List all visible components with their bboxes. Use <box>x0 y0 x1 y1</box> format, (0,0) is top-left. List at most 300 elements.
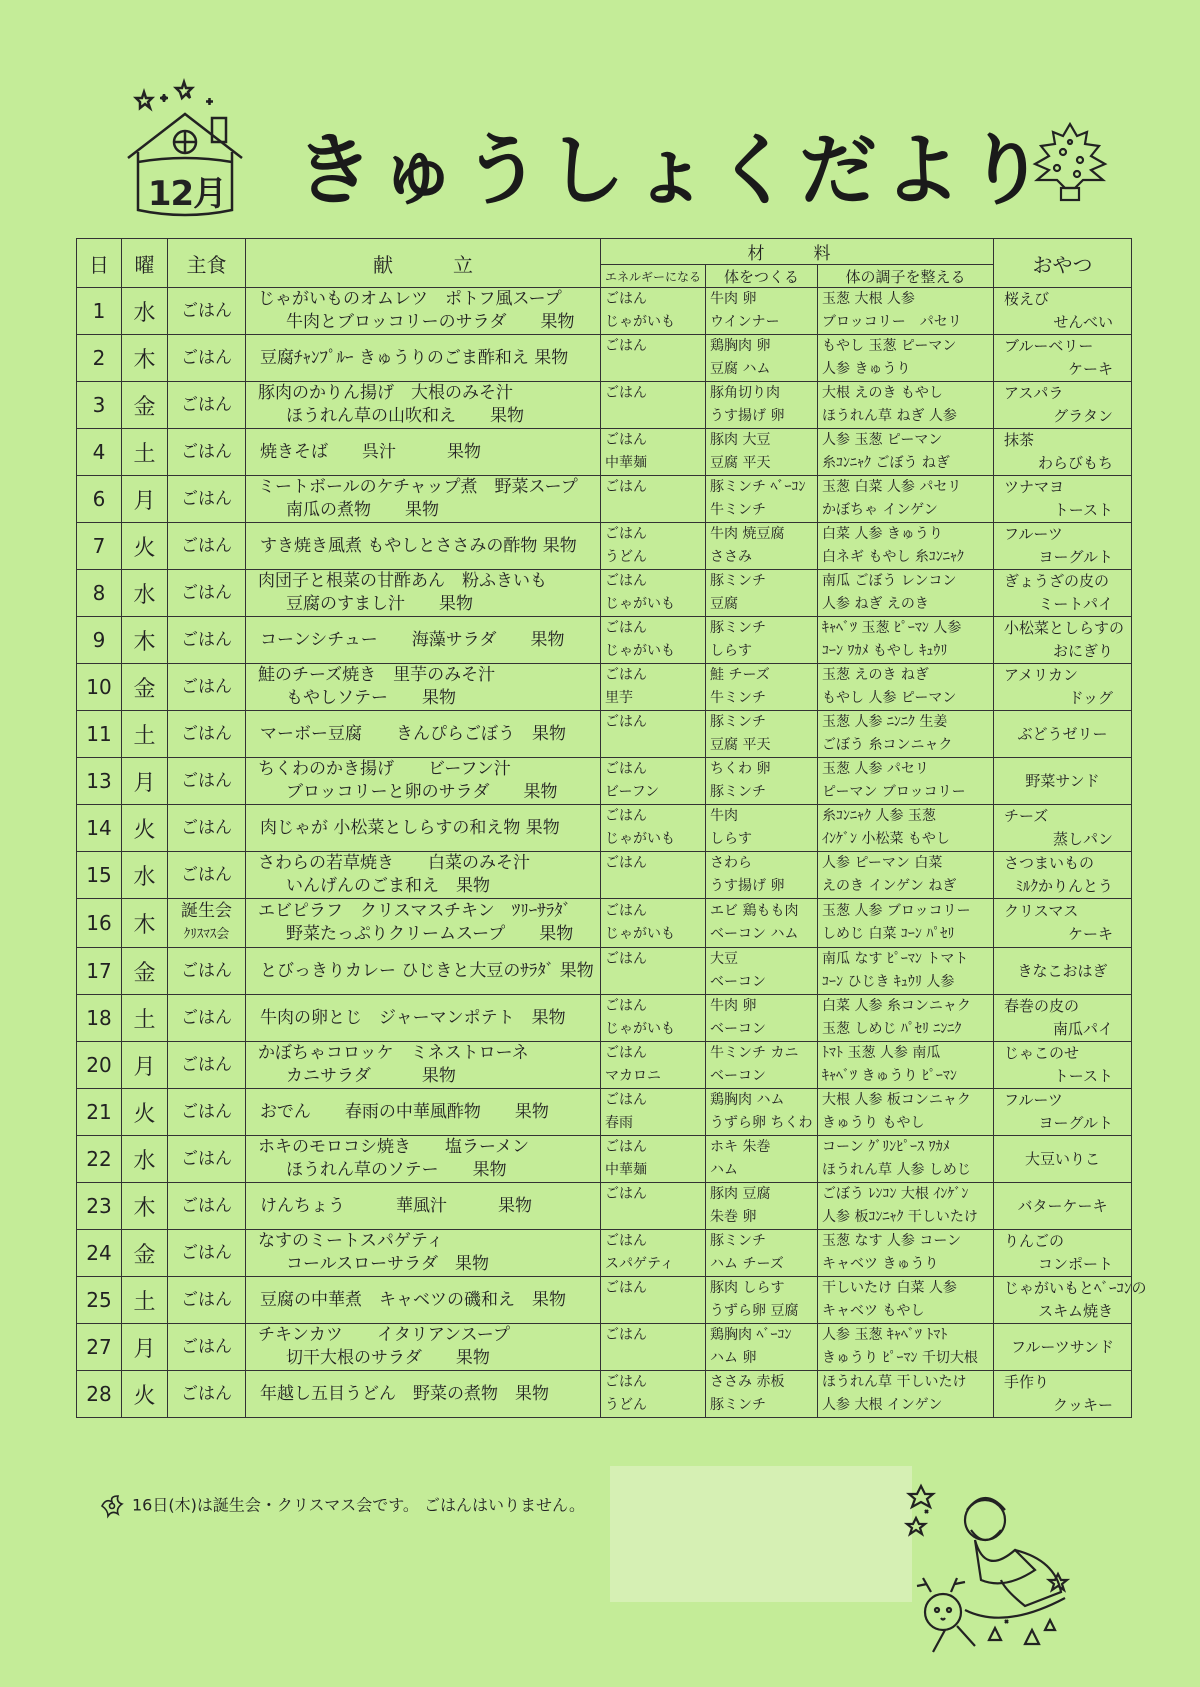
snack-cell <box>994 1183 1132 1230</box>
dishes-line: とびっきりカレー ひじきと大豆のｻﾗﾀﾞ 果物 <box>260 961 594 981</box>
condition-cell <box>818 995 994 1042</box>
weekday-cell: 月 <box>122 758 168 805</box>
condition-cell <box>818 1277 994 1324</box>
condition-line: 玉葱 なす 人参 コーン <box>822 1233 962 1249</box>
body-cell <box>706 335 818 382</box>
table-row <box>77 852 1132 899</box>
condition-cell <box>818 852 994 899</box>
body-cell <box>706 758 818 805</box>
body-line: さわら <box>710 855 752 871</box>
snack-line: トースト <box>1053 501 1114 519</box>
energy-line <box>601 971 705 994</box>
staple-line: ごはん <box>181 1008 232 1028</box>
dishes-line: かぼちゃコロッケ ミネストローネ <box>258 1043 529 1063</box>
col-dow: 曜 <box>122 239 168 288</box>
energy-line <box>601 358 705 381</box>
snack-line: スキム焼き <box>1038 1302 1114 1320</box>
dishes-line: 牛肉とブロッコリーのサラダ 果物 <box>286 312 575 332</box>
condition-cell <box>818 335 994 382</box>
staple-line: ごはん <box>181 395 232 415</box>
condition-line: 人参 ピーマン 白菜 <box>822 855 943 871</box>
day-cell: 11 <box>77 711 122 758</box>
dishes-line: いんげんのごま和え 果物 <box>286 876 490 896</box>
energy-line: ごはん <box>605 573 647 589</box>
staple-line: ごはん <box>181 1243 232 1263</box>
snack-cell <box>994 899 1132 948</box>
energy-cell <box>601 664 706 711</box>
condition-line: きゅうり ﾋﾟｰﾏﾝ 千切大根 <box>822 1350 978 1366</box>
snack-line: じゃがいもとﾍﾞｰｺﾝの <box>1004 1279 1147 1297</box>
energy-cell <box>601 617 706 664</box>
body-line: ささみ <box>710 549 752 565</box>
body-line: ベーコン <box>710 1021 766 1037</box>
body-line: 大豆 <box>710 951 738 967</box>
energy-line: ごはん <box>605 338 647 354</box>
menu-cell <box>246 1042 601 1089</box>
staple-line: ごはん <box>181 583 232 603</box>
day-cell: 9 <box>77 617 122 664</box>
body-line: しらす <box>710 831 752 847</box>
staple-line: ごはん <box>181 865 232 885</box>
energy-cell <box>601 995 706 1042</box>
dishes-line: ちくわのかき揚げ ビーフン汁 <box>258 759 511 779</box>
energy-cell <box>601 711 706 758</box>
staple-cell <box>168 1136 246 1183</box>
body-line: 豚ミンチ ﾍﾞｰｺﾝ <box>710 479 806 495</box>
snack-line: 野菜サンド <box>1025 772 1100 790</box>
energy-line: スパゲティ <box>605 1256 674 1272</box>
weekday-cell: 火 <box>122 523 168 570</box>
day-cell: 3 <box>77 382 122 429</box>
header <box>120 78 1120 228</box>
condition-line: ごぼう ﾚﾝｺﾝ 大根 ｲﾝｹﾞﾝ <box>822 1186 969 1202</box>
weekday-cell: 火 <box>122 805 168 852</box>
snack-cell <box>994 1230 1132 1277</box>
day-cell: 18 <box>77 995 122 1042</box>
staple-line: ごはん <box>181 818 232 838</box>
dishes-line: なすのミートスパゲティ <box>258 1231 444 1251</box>
staple-line: ごはん <box>181 1337 232 1357</box>
body-cell <box>706 664 818 711</box>
energy-cell <box>601 335 706 382</box>
snack-line: 桜えび <box>1004 290 1050 308</box>
body-line: うずら卵 豆腐 <box>710 1303 799 1319</box>
menu-cell <box>246 852 601 899</box>
snack-line: 南瓜パイ <box>1053 1020 1114 1038</box>
energy-line: ごはん <box>605 808 647 824</box>
dishes-line: チキンカツ イタリアンスープ <box>258 1325 510 1345</box>
energy-cell <box>601 523 706 570</box>
table-row <box>77 805 1132 852</box>
energy-line <box>601 1300 705 1323</box>
body-line: 豚角切り肉 <box>710 385 780 401</box>
energy-line: じゃがいも <box>605 1021 675 1037</box>
condition-cell <box>818 805 994 852</box>
menu-cell <box>246 899 601 948</box>
staple-cell <box>168 664 246 711</box>
weekday-cell: 火 <box>122 1371 168 1418</box>
body-line: ベーコン <box>710 1068 766 1084</box>
energy-line: ごはん <box>605 1327 647 1343</box>
weekday-cell: 土 <box>122 995 168 1042</box>
snack-line: ぎょうざの皮の <box>1004 572 1110 590</box>
body-line: 豚ミンチ <box>710 573 766 589</box>
body-line: 牛肉 卵 <box>710 998 757 1014</box>
body-cell <box>706 288 818 335</box>
table-row <box>77 948 1132 995</box>
energy-line: ごはん <box>605 1045 647 1061</box>
condition-cell <box>818 899 994 948</box>
energy-cell <box>601 1230 706 1277</box>
menu-cell <box>246 617 601 664</box>
condition-line: もやし 人参 ピーマン <box>822 690 957 706</box>
body-cell <box>706 1183 818 1230</box>
day-cell: 16 <box>77 899 122 948</box>
condition-line: 大根 人参 板コンニャク <box>822 1092 971 1108</box>
col-ingredients: 材 料 <box>601 239 994 265</box>
staple-line: ごはん <box>181 1290 232 1310</box>
energy-cell <box>601 476 706 523</box>
snack-cell <box>994 382 1132 429</box>
weekday-cell: 月 <box>122 476 168 523</box>
dishes-line: 南瓜の煮物 果物 <box>286 500 439 520</box>
snack-line: せんべい <box>1053 313 1114 331</box>
body-line: 豆腐 平天 <box>710 455 771 471</box>
day-cell: 7 <box>77 523 122 570</box>
energy-line: うどん <box>605 549 647 565</box>
energy-line: ごはん <box>605 1374 647 1390</box>
energy-line: マカロニ <box>605 1068 661 1084</box>
body-cell <box>706 995 818 1042</box>
staple-line: ごはん <box>181 442 232 462</box>
staple-line: ごはん <box>181 1102 232 1122</box>
body-line: 豚肉 大豆 <box>710 432 771 448</box>
snack-line: ツナマヨ <box>1004 478 1065 496</box>
dishes-line: ほうれん草のソテー 果物 <box>286 1160 507 1180</box>
energy-line: ビーフン <box>605 784 660 800</box>
body-line: ベーコン <box>710 974 766 990</box>
energy-cell <box>601 758 706 805</box>
body-cell <box>706 382 818 429</box>
condition-cell <box>818 1371 994 1418</box>
menu-cell <box>246 1136 601 1183</box>
condition-line: 大根 えのき もやし <box>822 385 943 401</box>
body-line: 豆腐 平天 <box>710 737 771 753</box>
staple-line: ごはん <box>181 1149 232 1169</box>
energy-cell <box>601 1277 706 1324</box>
body-line: 豆腐 ハム <box>710 361 771 377</box>
col-body: 体をつくる <box>706 265 818 288</box>
day-cell: 4 <box>77 429 122 476</box>
body-cell <box>706 1230 818 1277</box>
energy-line: ごはん <box>605 998 647 1014</box>
condition-cell <box>818 1136 994 1183</box>
menu-body <box>77 288 1147 1418</box>
day-cell: 22 <box>77 1136 122 1183</box>
snack-line: りんごの <box>1004 1232 1065 1250</box>
dishes-line: マーボー豆腐 きんぴらごぼう 果物 <box>260 724 566 744</box>
weekday-cell: 金 <box>122 382 168 429</box>
day-cell: 1 <box>77 288 122 335</box>
condition-cell <box>818 476 994 523</box>
snack-cell <box>994 995 1132 1042</box>
energy-line: ごはん <box>605 951 647 967</box>
condition-line: 玉葱 人参 パセリ <box>822 761 929 777</box>
condition-cell <box>818 288 994 335</box>
condition-line: ほうれん草 人参 しめじ <box>822 1162 971 1178</box>
dishes-line: すき焼き風煮 もやしとささみの酢物 果物 <box>260 536 577 556</box>
table-row <box>77 1042 1132 1089</box>
dishes-line: エビピラフ クリスマスチキン ﾂﾘｰｻﾗﾀﾞ <box>258 901 572 921</box>
staple-cell <box>168 476 246 523</box>
energy-line <box>601 875 705 898</box>
col-energy: エネルギーになる <box>601 265 706 288</box>
dishes-line: 野菜たっぷりクリームスープ 果物 <box>286 924 574 944</box>
condition-line: 玉葱 大根 人参 <box>822 291 915 307</box>
staple-line: ごはん <box>181 536 232 556</box>
body-line: 鶏胸肉 ハム <box>710 1092 785 1108</box>
condition-line: ﾄﾏﾄ 玉葱 人参 南瓜 <box>822 1045 941 1061</box>
snack-cell <box>994 429 1132 476</box>
body-line: 牛肉 <box>710 808 738 824</box>
menu-cell <box>246 995 601 1042</box>
menu-cell <box>246 570 601 617</box>
snack-line: アスパラ <box>1004 384 1064 402</box>
dishes-line: 豆腐ﾁｬﾝﾌﾟﾙｰ きゅうりのごま酢和え 果物 <box>260 348 569 368</box>
body-line: 豚肉 豆腐 <box>710 1186 771 1202</box>
month-label: 12月 <box>147 174 227 214</box>
body-cell <box>706 570 818 617</box>
staple-cell <box>168 335 246 382</box>
energy-line: ごはん <box>605 1139 647 1155</box>
menu-cell <box>246 948 601 995</box>
weekday-cell: 木 <box>122 617 168 664</box>
snack-cell <box>994 664 1132 711</box>
snack-line: トースト <box>1053 1067 1114 1085</box>
energy-cell <box>601 805 706 852</box>
table-row <box>77 570 1132 617</box>
body-cell <box>706 711 818 758</box>
snack-line: じゃこのせ <box>1004 1044 1080 1062</box>
condition-line: キャベツ もやし <box>822 1303 925 1319</box>
snack-line: グラタン <box>1053 407 1114 425</box>
body-line: 豚ミンチ <box>710 1397 766 1413</box>
staple-line: ごはん <box>181 1055 232 1075</box>
condition-line: 人参 きゅうり <box>822 361 911 377</box>
staple-line: ごはん <box>181 348 232 368</box>
snack-line: 手作り <box>1004 1373 1050 1391</box>
weekday-cell: 木 <box>122 1183 168 1230</box>
condition-line: もやし 玉葱 ピーマン <box>822 338 957 354</box>
energy-line: じゃがいも <box>605 643 675 659</box>
body-cell <box>706 523 818 570</box>
condition-line: 人参 ねぎ えのき <box>822 596 929 612</box>
body-line: 牛肉 焼豆腐 <box>710 526 785 542</box>
energy-line: ごはん <box>605 1092 647 1108</box>
snack-cell <box>994 335 1132 382</box>
condition-line: ほうれん草 ねぎ 人参 <box>822 408 957 424</box>
body-line: うす揚げ 卵 <box>710 878 785 894</box>
body-cell <box>706 805 818 852</box>
snack-line: わらびもち <box>1038 454 1114 472</box>
energy-line: ごはん <box>605 1233 647 1249</box>
weekday-cell: 水 <box>122 570 168 617</box>
staple-cell <box>168 429 246 476</box>
day-cell: 6 <box>77 476 122 523</box>
staple-cell <box>168 899 246 948</box>
staple-cell <box>168 617 246 664</box>
day-cell: 14 <box>77 805 122 852</box>
body-cell <box>706 1277 818 1324</box>
staple-cell <box>168 1324 246 1371</box>
body-line: 豆腐 <box>710 596 738 612</box>
snack-line: きなこおはぎ <box>1017 962 1108 980</box>
body-line: うす揚げ 卵 <box>710 408 785 424</box>
snack-line: フルーツサンド <box>1010 1338 1115 1356</box>
energy-line: ごはん <box>605 291 647 307</box>
energy-line: ごはん <box>605 855 647 871</box>
menu-cell <box>246 1089 601 1136</box>
snack-cell <box>994 570 1132 617</box>
snack-line: フルーツ <box>1004 525 1063 543</box>
condition-line: ｷｬﾍﾞﾂ 玉葱 ﾋﾟｰﾏﾝ 人参 <box>822 620 962 636</box>
snack-line: クリスマス <box>1004 902 1079 920</box>
body-cell <box>706 1136 818 1183</box>
dishes-line: ほうれん草の山吹和え 果物 <box>286 406 524 426</box>
energy-cell <box>601 852 706 899</box>
condition-line: かぼちゃ インゲン <box>822 502 938 518</box>
condition-line: ｺｰﾝ ひじき ｷｭｳﾘ 人参 <box>822 974 955 990</box>
energy-line: 中華麺 <box>605 455 647 471</box>
energy-line: ごはん <box>605 714 647 730</box>
body-line: ハム チーズ <box>710 1256 784 1272</box>
snack-line: ブルーベリー <box>1004 337 1094 355</box>
snack-line: ケーキ <box>1068 925 1114 943</box>
condition-cell <box>818 382 994 429</box>
day-cell: 20 <box>77 1042 122 1089</box>
col-day: 日 <box>77 239 122 288</box>
body-cell <box>706 948 818 995</box>
condition-line: しめじ 白菜 ｺｰﾝ ﾊﾟｾﾘ <box>822 926 955 942</box>
table-row <box>77 995 1132 1042</box>
day-cell: 2 <box>77 335 122 382</box>
body-line: 豚ミンチ <box>710 1233 766 1249</box>
body-line: 牛肉 卵 <box>710 291 757 307</box>
condition-line: ピーマン ブロッコリー <box>822 784 966 800</box>
body-line: ちくわ 卵 <box>710 761 771 777</box>
dishes-line: おでん 春雨の中華風酢物 果物 <box>260 1102 549 1122</box>
body-line: 豚ミンチ <box>710 714 766 730</box>
body-line: 鮭 チーズ <box>710 667 770 683</box>
table-row <box>77 476 1132 523</box>
body-cell <box>706 429 818 476</box>
staple-cell <box>168 1230 246 1277</box>
snack-cell <box>994 523 1132 570</box>
day-cell: 13 <box>77 758 122 805</box>
condition-cell <box>818 1324 994 1371</box>
snack-cell <box>994 948 1132 995</box>
energy-line: じゃがいも <box>605 596 675 612</box>
dishes-line: 牛肉の卵とじ ジャーマンポテト 果物 <box>260 1008 566 1028</box>
day-cell: 24 <box>77 1230 122 1277</box>
table-row <box>77 288 1132 335</box>
dishes-line: コールスローサラダ 果物 <box>286 1254 489 1274</box>
body-line: ハム <box>710 1162 738 1178</box>
condition-cell <box>818 711 994 758</box>
condition-cell <box>818 523 994 570</box>
menu-cell <box>246 664 601 711</box>
snack-line: ﾐﾙｸかりんとう <box>1015 877 1114 895</box>
day-cell: 17 <box>77 948 122 995</box>
weekday-cell: 水 <box>122 288 168 335</box>
body-line: うずら卵 ちくわ <box>710 1115 813 1131</box>
body-line: 鶏胸肉 卵 <box>710 338 771 354</box>
energy-line: ごはん <box>605 479 647 495</box>
menu-cell <box>246 288 601 335</box>
dishes-line: コーンシチュー 海藻サラダ 果物 <box>260 630 565 650</box>
staple-line: ごはん <box>181 677 232 697</box>
staple-cell <box>168 948 246 995</box>
table-row <box>77 664 1132 711</box>
snack-line: 大豆いりこ <box>1025 1150 1101 1168</box>
condition-line: 白ネギ もやし 糸ｺﾝﾆｬｸ <box>822 549 964 565</box>
snack-line: おにぎり <box>1053 642 1114 660</box>
condition-line: ｺｰﾝ ﾜｶﾒ もやし ｷｭｳﾘ <box>822 643 948 659</box>
snack-line: 小松菜としらすの <box>1004 619 1125 637</box>
table-row <box>77 523 1132 570</box>
body-line: ホキ 朱巻 <box>710 1139 771 1155</box>
menu-table <box>76 238 1147 1418</box>
day-cell: 8 <box>77 570 122 617</box>
condition-line: 人参 玉葱 ピーマン <box>822 432 943 448</box>
condition-cell <box>818 1230 994 1277</box>
body-line: 朱巻 卵 <box>710 1209 757 1225</box>
staple-line: ｸﾘｽﾏｽ会 <box>183 927 230 942</box>
menu-cell <box>246 382 601 429</box>
dishes-line: さわらの若草焼き 白菜のみそ汁 <box>258 853 530 873</box>
dishes-line: 豆腐のすまし汁 果物 <box>286 594 473 614</box>
staple-cell <box>168 711 246 758</box>
dishes-line: カニサラダ 果物 <box>286 1066 456 1086</box>
staple-line: ごはん <box>181 301 232 321</box>
menu-cell <box>246 1277 601 1324</box>
energy-cell <box>601 1324 706 1371</box>
condition-cell <box>818 1042 994 1089</box>
footer-note-text: 16日(木)は誕生会・クリスマス会です。 ごはんはいりません。 <box>132 1495 585 1515</box>
table-row <box>77 1371 1132 1418</box>
body-line: エビ 鶏もも肉 <box>710 903 799 919</box>
condition-line: 玉葱 えのき ねぎ <box>822 667 929 683</box>
condition-line: きゅうり もやし <box>822 1115 925 1131</box>
energy-cell <box>601 429 706 476</box>
weekday-cell: 木 <box>122 899 168 948</box>
dishes-line: 肉じゃが 小松菜としらすの和え物 果物 <box>260 818 560 838</box>
snack-line: アメリカン <box>1004 666 1078 684</box>
energy-line: 春雨 <box>605 1115 633 1131</box>
staple-line: ごはん <box>181 724 232 744</box>
condition-line: 糸ｺﾝﾆｬｸ 人参 玉葱 <box>822 808 936 824</box>
energy-line: じゃがいも <box>605 831 675 847</box>
col-condition: 体の調子を整える <box>818 265 994 288</box>
snack-line: ケーキ <box>1068 360 1114 378</box>
condition-cell <box>818 758 994 805</box>
energy-line: ごはん <box>605 903 647 919</box>
snack-line: クッキー <box>1053 1396 1114 1414</box>
weekday-cell: 金 <box>122 1230 168 1277</box>
holly-icon <box>98 1492 126 1520</box>
snack-cell <box>994 476 1132 523</box>
table-row <box>77 1136 1132 1183</box>
